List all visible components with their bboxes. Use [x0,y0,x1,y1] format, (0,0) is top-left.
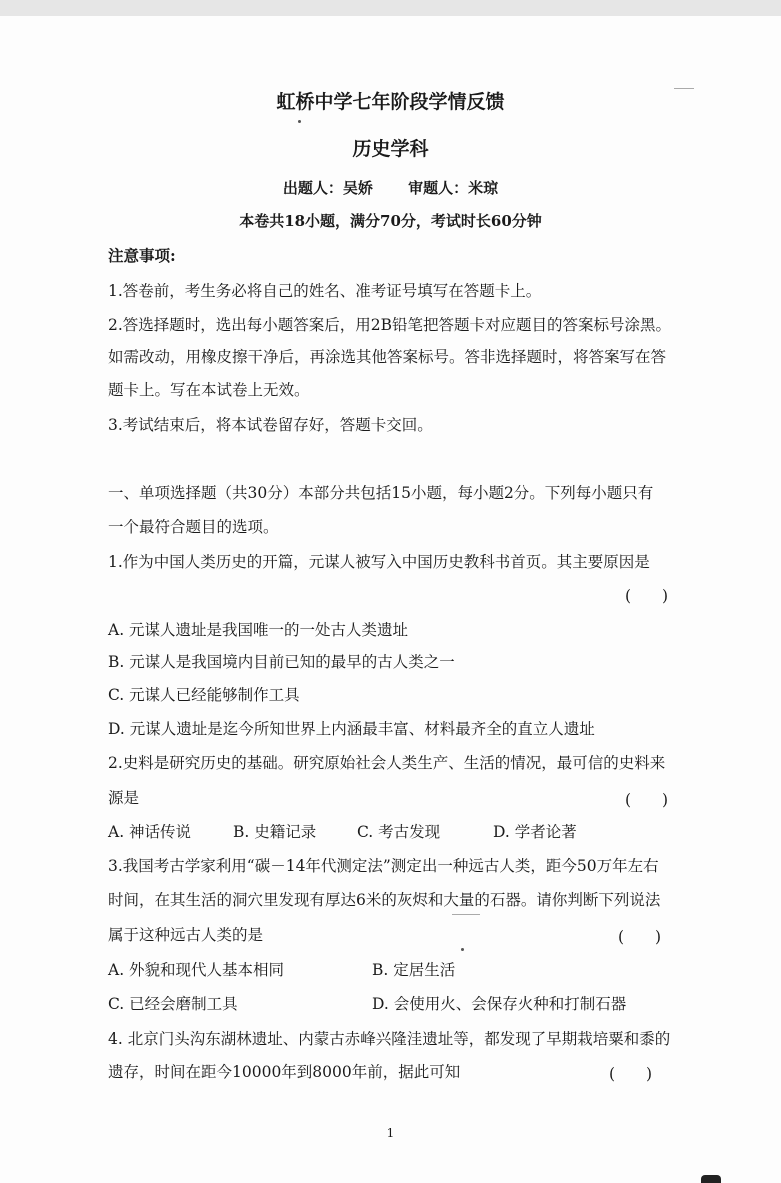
note-item-3: 3.考试结束后，将本试卷留存好，答题卡交回。 [108,416,433,434]
question-2-answer-bracket: ( ) [625,791,669,809]
question-4-answer-bracket: ( ) [609,1065,653,1083]
question-1-option-a: A. 元谋人遗址是我国唯一的一处古人类遗址 [108,621,409,639]
question-1-option-c: C. 元谋人已经能够制作工具 [108,686,300,704]
question-3-stem-line-1: 3.我国考古学家利用“碳－14年代测定法”测定出一种远古人类，距今50万年左右 [108,857,659,875]
scan-speck [298,120,301,123]
section-1-heading-line-1: 一、单项选择题（共30分）本部分共包括15小题，每小题2分。下列每小题只有 [108,484,654,502]
question-2-option-d: D. 学者论著 [493,823,577,841]
section-1-heading-line-2: 一个最符合题目的选项。 [108,518,279,536]
question-2-stem-line-1: 2.史料是研究历史的基础。研究原始社会人类生产、生活的情况，最可信的史料来 [108,754,666,772]
question-2-option-a: A. 神话传说 [108,823,192,841]
question-3-answer-bracket: ( ) [618,928,662,946]
exam-info-line: 本卷共18小题，满分70分，考试时长60分钟 [239,212,542,230]
question-4-stem-line-1: 4. 北京门头沟东湖林遗址、内蒙古赤峰兴隆洼遗址等，都发现了早期栽培粟和黍的 [108,1030,671,1048]
notes-heading: 注意事项: [108,246,176,265]
question-2-option-c: C. 考古发现 [357,823,441,841]
question-4-stem-line-2: 遗存，时间在距今10000年到8000年前，据此可知 [108,1063,461,1081]
question-1-option-b: B. 元谋人是我国境内目前已知的最早的古人类之一 [108,653,455,671]
scan-mark [452,914,480,915]
question-1-answer-bracket: ( ) [625,587,669,605]
authors-line: 出题人：吴娇 审题人：米琼 [282,179,499,197]
note-item-2-line-3: 题卡上。写在本试卷上无效。 [108,381,310,399]
page-corner-mark [701,1175,721,1183]
exam-title: 虹桥中学七年阶段学情反馈 [276,91,505,113]
question-1-option-d: D. 元谋人遗址是迄今所知世界上内涵最丰富、材料最齐全的直立人遗址 [108,720,595,738]
question-3-option-a: A. 外貌和现代人基本相同 [108,961,285,979]
question-3-option-d: D. 会使用火、会保存火种和打制石器 [372,995,627,1013]
question-3-option-b: B. 定居生活 [372,961,456,979]
question-1-stem: 1.作为中国人类历史的开篇，元谋人被写入中国历史教科书首页。其主要原因是 [108,553,650,571]
subject-title: 历史学科 [352,138,429,160]
question-2-stem-line-2: 源是 [108,789,140,807]
exam-page [0,16,781,1183]
question-3-stem-line-2: 时间，在其生活的洞穴里发现有厚达6米的灰烬和大量的石器。请你判断下列说法 [108,891,661,909]
page-number: 1 [386,1126,395,1140]
scan-mark [674,88,694,89]
question-3-stem-line-3: 属于这种远古人类的是 [108,926,264,944]
note-item-2-line-1: 2.答选择题时，选出每小题答案后，用2B铅笔把答题卡对应题目的答案标号涂黑。 [108,316,672,334]
scan-speck [461,948,464,951]
note-item-1: 1.答卷前，考生务必将自己的姓名、准考证号填写在答题卡上。 [108,282,542,300]
question-2-option-b: B. 史籍记录 [233,823,317,841]
question-3-option-c: C. 已经会磨制工具 [108,995,238,1013]
viewer-top-bar [0,0,781,16]
note-item-2-line-2: 如需改动，用橡皮擦干净后，再涂选其他答案标号。答非选择题时，将答案写在答 [108,348,667,366]
